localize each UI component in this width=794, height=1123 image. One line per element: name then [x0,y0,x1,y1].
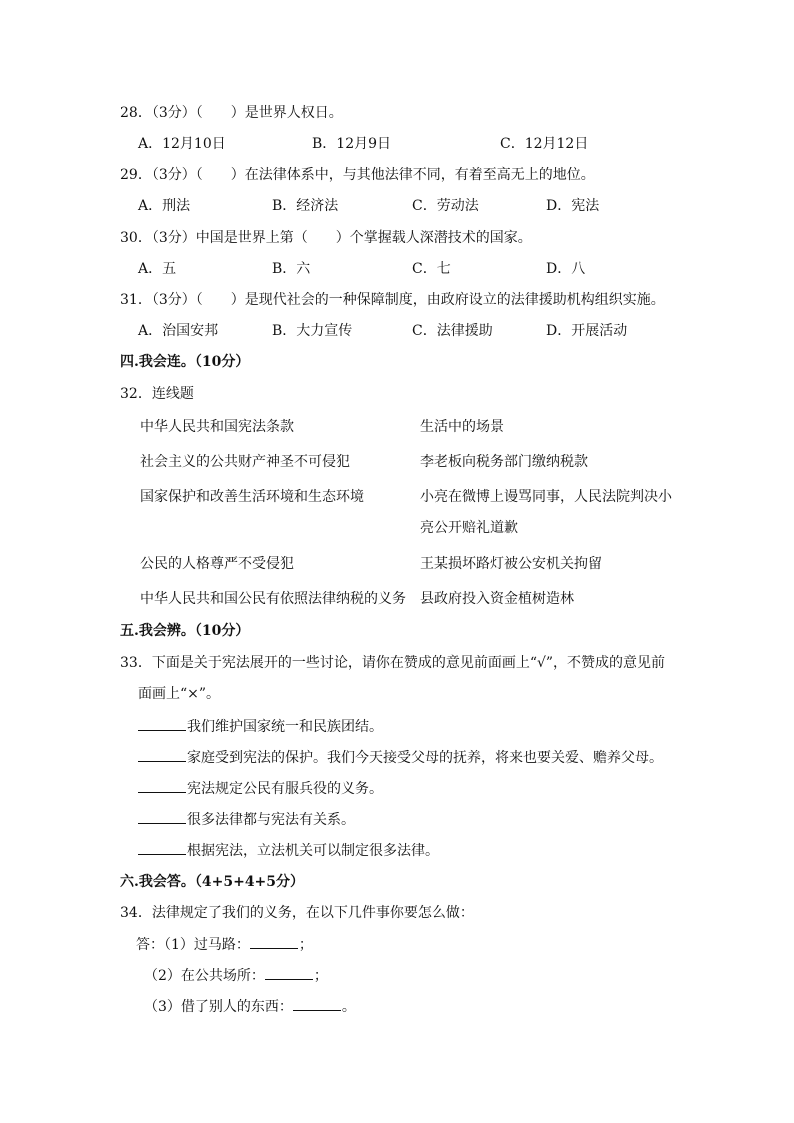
question-32: 32．连线题 [120,386,194,402]
judge-item: 根据宪法，立法机关可以制定很多法律。 [138,840,439,861]
q30-option-a: A．五 [138,261,177,277]
q28-option-c: C．12月12日 [500,136,589,152]
question-34: 34．法律规定了我们的义务，在以下几件事你要怎么做： [120,905,474,921]
question-29: 29．（3分）（ ）在法律体系中，与其他法律不同，有着至高无上的地位。 [120,167,595,183]
match-left-item: 公民的人格尊严不受侵犯 [140,556,294,572]
q30-option-c: C．七 [412,261,451,277]
judge-item: 家庭受到宪法的保护。我们今天接受父母的抚养，将来也要关爱、赡养父母。 [138,747,663,768]
answer-blank[interactable] [138,840,186,855]
q31-option-c: C．法律援助 [412,323,493,339]
q28-option-b: B．12月9日 [312,136,392,152]
q30-option-b: B．六 [272,261,311,277]
judge-item: 很多法律都与宪法有关系。 [138,809,355,830]
answer-blank[interactable] [293,996,341,1011]
question-33-cont: 面画上“×”。 [138,686,221,702]
q28-option-a: A．12月10日 [138,136,226,152]
answer-blank[interactable] [265,965,313,980]
answer-3: （3）借了别人的东西： 。 [144,996,356,1017]
q31-option-b: B．大力宣传 [272,323,353,339]
answer-2: （2）在公共场所： ； [144,965,328,986]
match-left-item: 社会主义的公共财产神圣不可侵犯 [140,454,350,470]
match-left-item: 国家保护和改善生活环境和生态环境 [140,489,364,505]
q29-option-b: B．经济法 [272,198,339,214]
answer-blank[interactable] [138,747,186,762]
section-4-heading: 四.我会连。（10分） [120,354,250,370]
q29-option-a: A．刑法 [138,198,191,214]
question-28: 28．（3分）（ ）是世界人权日。 [120,105,343,121]
answer-blank[interactable] [138,716,186,731]
match-left-item: 中华人民共和国宪法条款 [140,419,294,435]
match-right-item: 王某损坏路灯被公安机关拘留 [420,556,602,572]
question-30: 30．（3分）中国是世界上第（ ）个掌握载人深潜技术的国家。 [120,230,532,246]
match-left-item: 中华人民共和国公民有依照法律纳税的义务 [140,591,406,607]
question-33: 33．下面是关于宪法展开的一些讨论，请你在赞成的意见前面画上“√”，不赞成的意见前 [120,655,666,671]
section-5-heading: 五.我会辨。（10分） [120,623,250,639]
match-right-item: 亮公开赔礼道歉 [420,520,518,536]
answer-blank[interactable] [250,934,298,949]
q30-option-d: D．八 [546,261,586,277]
match-right-item: 小亮在微博上谩骂同事，人民法院判决小 [420,489,672,505]
answer-1: 答：（1）过马路： ； [136,934,313,955]
answer-blank[interactable] [138,778,186,793]
section-6-heading: 六.我会答。（4+5+4+5分） [120,874,305,890]
match-right-item: 生活中的场景 [420,419,504,435]
match-right-item: 县政府投入资金植树造林 [420,591,574,607]
q29-option-d: D．宪法 [546,198,600,214]
question-31: 31．（3分）（ ）是现代社会的一种保障制度，由政府设立的法律援助机构组织实施。 [120,292,665,308]
judge-item: 宪法规定公民有服兵役的义务。 [138,778,383,799]
judge-item: 我们维护国家统一和民族团结。 [138,716,383,737]
q31-option-d: D．开展活动 [546,323,628,339]
match-right-item: 李老板向税务部门缴纳税款 [420,454,588,470]
q31-option-a: A．治国安邦 [138,323,219,339]
answer-blank[interactable] [138,809,186,824]
q29-option-c: C．劳动法 [412,198,479,214]
